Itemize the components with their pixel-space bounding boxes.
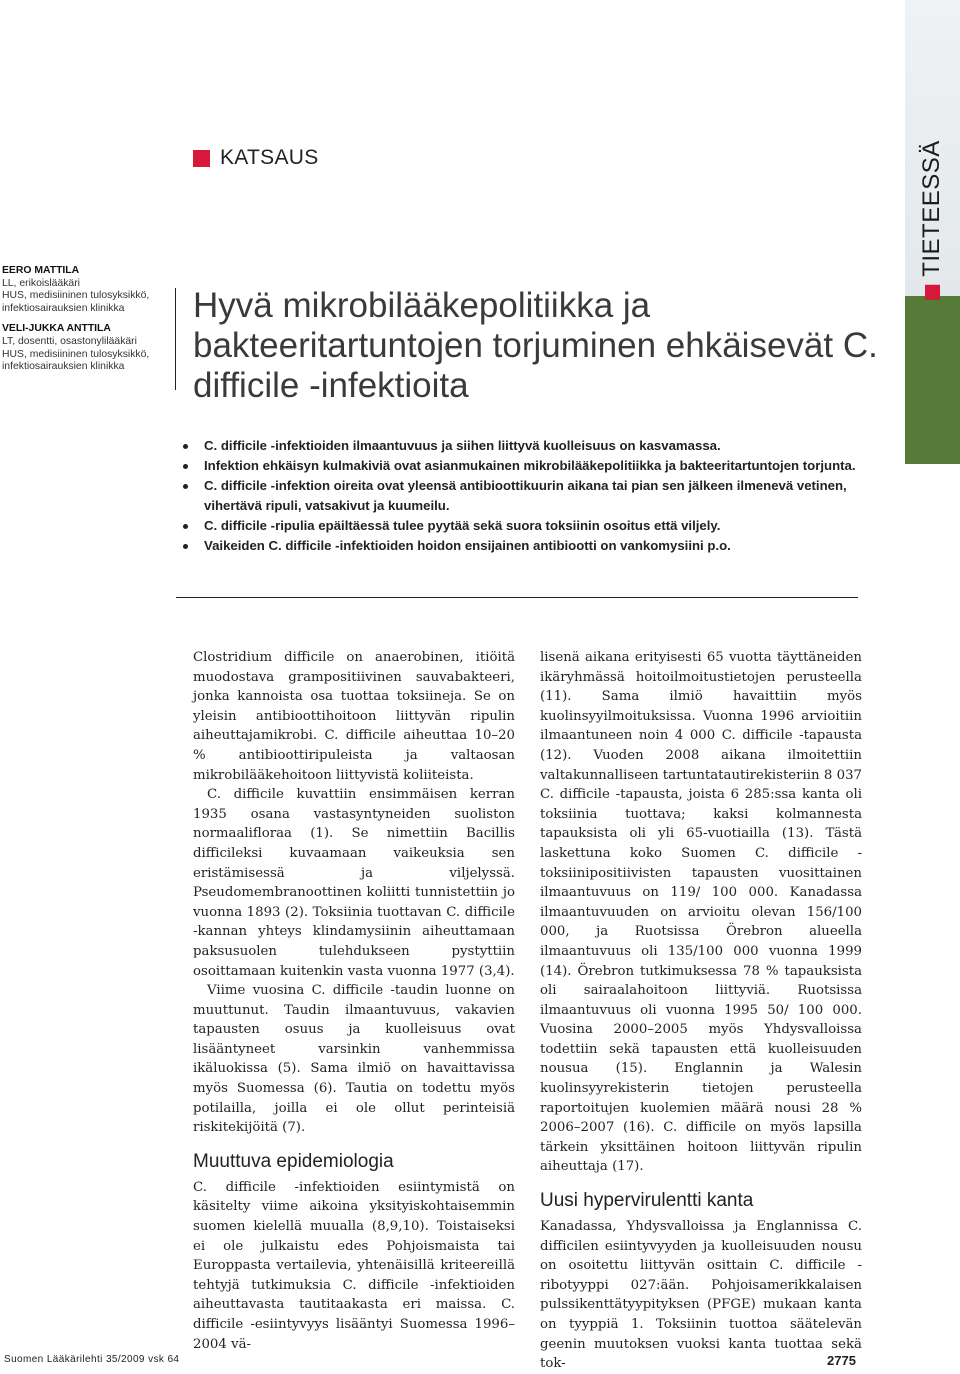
bullet-icon xyxy=(183,464,188,469)
side-tab-label: TIETEESSÄ xyxy=(918,140,945,277)
key-points-divider xyxy=(176,597,858,598)
key-point-text: Infektion ehkäisyn kulmakiviä ovat asianmukainen mikrobilääkepolitiikka ja bakteeritartuntojen torjunta. xyxy=(204,458,856,473)
bullet-icon xyxy=(183,484,188,489)
side-tab-label-wrap xyxy=(904,140,960,290)
body-paragraph: Viime vuosina C. difficile -taudin luonne on muuttunut. Taudin ilmaantuvuus, vakavien tapausten osuus ja kuolleisuus ovat lisääntyneet varsinkin vanhemmissa ikäluokissa (5). Sama ilmiö on havaittavissa myös Suomessa (6). Tautia on todettu myös potilailla, joilla ei ole ollut perinteisiä riskitekijöitä (7). xyxy=(193,983,515,1136)
journal-footer: Suomen Lääkärilehti 35/2009 vsk 64 xyxy=(4,1354,180,1365)
side-tab-green-band xyxy=(905,296,960,464)
section-heading: Uusi hypervirulentti kanta xyxy=(540,1190,754,1212)
title-divider-line xyxy=(175,288,176,390)
key-point xyxy=(178,436,878,456)
author-block xyxy=(2,265,170,315)
section-heading: Muuttuva epidemiologia xyxy=(193,1150,394,1172)
section-tag xyxy=(193,146,319,170)
key-point xyxy=(178,476,878,516)
key-point xyxy=(178,536,878,556)
body-paragraph: Kanadassa, Yhdysvalloissa ja Englannissa C. difficilen esiintyvyyden ja kuolleisuuden nousu on osoitettu liittyvän osittain C. difficile -ribotyyppi 027:ään. Pohjoisamerikkalaisen pulssikenttätyypityksen (PFGE) mukaan kanta on tyyppiä 1. Toksiinin tuottoa säätelevän geenin muutoksen vuoksi kanta tuottaa sekä tok- xyxy=(540,1219,862,1372)
body-column-right xyxy=(540,648,862,1374)
body-paragraph: Clostridium difficile on anaerobinen, itiöitä muodostava grampositiivinen sauvabakteeri, jonka kannoista osa tuottaa toksiineja. Se on yleisin antibioottihoitoon liittyvän ripulin aiheuttajamikrobi. C. difficile aiheuttaa 10–20 % antibioottiripuleista ja valtaosan mikrobilääkehoitoon liittyvistä koliiteista. xyxy=(193,650,515,783)
author-affiliation-line: HUS, medisiininen tulosyksikkö, xyxy=(2,290,150,302)
bullet-icon xyxy=(183,544,188,549)
key-point xyxy=(178,516,878,536)
body-paragraph: C. difficile kuvattiin ensimmäisen kerran 1935 osana vastasyntyneiden suoliston normaalifloraa (1). Se nimettiin Bacillis difficileksi kuvaamaan vaikeuksia sen eristämisessä ja viljelyssä. Pseudomembranoottinen koliitti tunnistettiin jo vuonna 1893 (2). Toksiinia tuottavan C. difficile -kannan yhteys klindamysiinin aiheuttamaan paksusuolen tulehdukseen pystyttiin osoittamaan kuitenkin vasta vuonna 1977 (3,4). xyxy=(193,787,515,979)
author-block xyxy=(2,323,170,373)
key-point-text: Vaikeiden C. difficile -infektioiden hoidon ensijainen antibiootti on vankomysiini p.o. xyxy=(204,538,731,553)
author-name: VELI-JUKKA ANTTILA xyxy=(2,323,111,335)
author-affiliation-line: infektiosairauksien klinikka xyxy=(2,361,125,373)
body-column-left xyxy=(193,648,515,1354)
section-label: KATSAUS xyxy=(220,146,319,169)
bullet-icon xyxy=(183,524,188,529)
key-point-text: C. difficile -ripulia epäiltäessä tulee pyytää sekä suora toksiinin osoitus että viljely. xyxy=(204,518,721,533)
key-point xyxy=(178,456,878,476)
side-tab-square-icon xyxy=(925,285,940,300)
section-square-icon xyxy=(193,150,210,167)
author-name: EERO MATTILA xyxy=(2,265,80,276)
article-title: Hyvä mikrobilääkepolitiikka ja bakteeritartuntojen torjuminen ehkäisevät C. difficile -infektioita xyxy=(193,286,878,405)
author-list xyxy=(2,265,170,382)
author-affiliation-line: LL, erikoislääkäri xyxy=(2,277,80,289)
page-number: 2775 xyxy=(827,1353,856,1368)
author-affiliation-line: HUS, medisiininen tulosyksikkö, xyxy=(2,348,150,360)
author-affiliation-line: LT, dosentti, osastonylilääkäri xyxy=(2,335,137,347)
bullet-icon xyxy=(183,444,188,449)
author-affiliation-line: infektiosairauksien klinikka xyxy=(2,302,125,314)
body-paragraph: lisenä aikana erityisesti 65 vuotta täyttäneiden ikäryhmässä hoitoilmoitustietojen perusteella (11). Sama ilmiö havaittiin myös kuolinsyyilmoituksissa. Vuonna 1996 arvioitiin ilmaantuneen noin 4 000 C. difficile -tapausta (12). Vuoden 2008 aikana ilmoitettiin valtakunnalliseen tartuntatautirekisteriin 8 037 C. difficile -tapausta, joista 6 285:ssa kanta oli toksiinia tuottava; kaksi kolmannesta tapauksista oli yli 65-vuotiailla (13). Tästä laskettuna koko Suomen C. difficile -toksiinipositiivisten tapausten vuosittainen ilmaantuvuus on 119/ 100 000. Kanadassa ilmaantuvuuden on arvioitu olevan 156/100 000, ja Ruotsissa Örebron alueella ilmaantuvuus oli 135/100 000 vuonna 1999 (14). Örebron tutkimuksessa 78 % tapauksista oli sairaalahoitoon liittyviä. Ruotsissa ilmaantuvuus oli vuonna 1995 50/ 100 000. Vuosina 2000–2005 myös Yhdysvalloissa todettiin sekä tapausten että kuolleisuuden nousua (15). Englannin ja Walesin kuolinsyyrekisterin tietojen perusteella raportoitujen kuolemien määrä nousi 28 % 2006–2007 (16). C. difficile on myös lapsilla tärkein yksittäinen hoitoon liittyvän ripulin aiheuttaja (17). xyxy=(540,650,862,1175)
key-point-text: C. difficile -infektion oireita ovat yleensä antibioottikuurin aikana tai pian sen jälkeen ilmenevä vetinen, vihertävä ripuli, vatsakivut ja kuumeilu. xyxy=(204,478,847,513)
key-points-list xyxy=(178,436,878,556)
key-point-text: C. difficile -infektioiden ilmaantuvuus ja siihen liittyvä kuolleisuus on kasvamassa. xyxy=(204,438,721,453)
body-paragraph: C. difficile -infektioiden esiintymistä on käsitelty viime aikoina yksityiskohtaisemmin suomen kielellä muualla (8,9,10). Toistaiseksi ei ole julkaistu edes Pohjoismaista tai Europpasta vertailevia, yhtenäisillä kriteereillä tehtyjä tutkimuksia C. difficile -infektioiden aiheuttavasta tautitaakasta eri maissa. C. difficile -esiintyvyys lisääntyi Suomessa 1996–2004 vä- xyxy=(193,1179,515,1352)
